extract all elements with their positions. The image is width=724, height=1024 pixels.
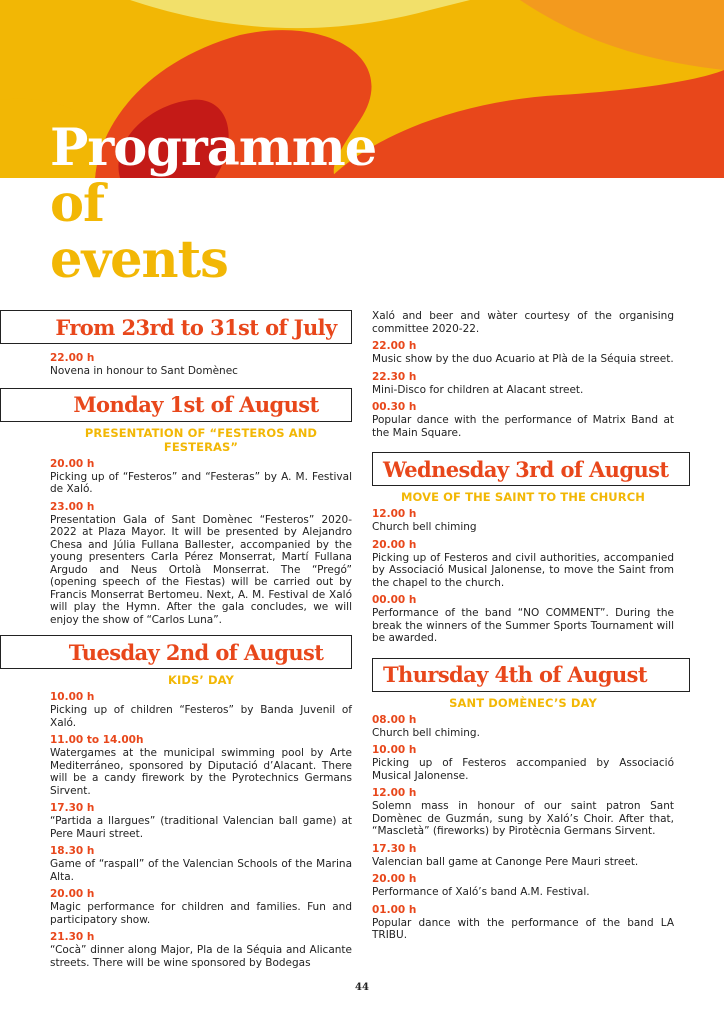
- event-description: Church bell chiming.: [372, 726, 480, 739]
- event-time: 22.00 h: [50, 352, 95, 364]
- event-item: [372, 340, 674, 366]
- page-number: 44: [355, 982, 369, 993]
- event-time: 00.30 h: [372, 401, 417, 413]
- event-time: 18.30 h: [50, 845, 95, 857]
- event-time: 10.00 h: [372, 744, 417, 756]
- event-description: Mini-Disco for children at Alacant street.: [372, 383, 584, 396]
- event-time: 20.00 h: [372, 873, 417, 885]
- event-time: 17.30 h: [372, 842, 417, 855]
- page-title: [50, 120, 376, 288]
- section-subtitle: KIDS’ DAY: [168, 673, 234, 687]
- section-subtitle: PRESENTATION OF “FESTEROS AND FESTERAS”: [84, 425, 318, 454]
- event-description: Novena in honour to Sant Domènec: [50, 365, 238, 377]
- event-time: 20.00 h: [50, 457, 95, 470]
- event-time: 20.00 h: [50, 888, 95, 900]
- event-time: 01.00 h: [372, 903, 417, 916]
- event-description: Popular dance with the performance of the band LA TRIBU.: [372, 916, 674, 941]
- section-heading-wednesday: Wednesday 3rd of August: [372, 452, 690, 486]
- event-description: Xaló and beer and wàter courtesy of the organising committee 2020-22.: [372, 310, 674, 335]
- event-item: [50, 931, 352, 969]
- event-time: 20.00 h: [372, 538, 417, 551]
- event-item: [372, 371, 674, 397]
- section-heading-monday: Monday 1st of August: [0, 388, 352, 422]
- event-item: [372, 594, 674, 645]
- event-item: [372, 539, 674, 590]
- event-description: Valencian ball game at Canonge Pere Mauri street.: [372, 855, 639, 868]
- event-description: Picking up of “Festeros” and “Festeras” by A. M. Festival de Xaló.: [50, 470, 352, 495]
- event-item: [372, 508, 674, 534]
- section-subtitle: MOVE OF THE SAINT TO THE CHURCH: [401, 490, 645, 504]
- section-subtitle: SANT DOMÈNEC’S DAY: [449, 695, 597, 710]
- event-time: 22.00 h: [372, 340, 417, 352]
- title-line-3: events: [50, 230, 228, 290]
- event-description: Game of “raspall” of the Valencian Schools of the Marina Alta.: [50, 858, 352, 883]
- event-description: Performance of Xaló’s band A.M. Festival.: [372, 886, 590, 898]
- event-time: 17.30 h: [50, 802, 95, 814]
- event-time: 08.00 h: [372, 713, 417, 726]
- event-item: [50, 888, 352, 926]
- event-description: Church bell chiming: [372, 521, 477, 533]
- event-item: [50, 845, 352, 883]
- event-time: 22.30 h: [372, 370, 417, 383]
- event-time: 10.00 h: [50, 691, 95, 703]
- event-description: Music show by the duo Acuario at Plà de la Séquia street.: [372, 353, 674, 365]
- event-item: [372, 401, 674, 439]
- event-time: 12.00 h: [372, 508, 417, 520]
- event-description: “Cocà” dinner along Major, Pla de la Séquia and Alicante streets. There will be wine sponsored by Bodegas: [50, 944, 352, 969]
- event-time: 00.00 h: [372, 594, 417, 606]
- event-description: Watergames at the municipal swimming pool by Arte Mediterráneo, sponsored by Diputació d’Alacant. There will be a candy firework by the Pyrotechnics Germans Sirvent.: [50, 747, 352, 797]
- event-continuation: [372, 310, 674, 335]
- event-item: [50, 501, 352, 627]
- event-item: [50, 352, 352, 378]
- event-description: Presentation Gala of Sant Domènec “Festeros” 2020-2022 at Plaza Mayor. It will be presented by Alejandro Chesa and Júlia Fullana Ballester, accompanied by the young presenters Carla Pérez Monserrat, Martí Fullana Argudo and Neus Ortolà Monserrat. The “Pregó” (opening speech of the Fiestas) will be carried out by Francis Monserrat Bertomeu. Next, A. M. Festival de Xaló will play the Hymn. After the gala concludes, we will enjoy the show of “Carlos Luna”.: [50, 513, 352, 626]
- event-description: Picking up of Festeros and civil authorities, accompanied by Associació Musical Jalonense, to move the Saint from the chapel to the church.: [372, 551, 674, 589]
- event-item: [50, 458, 352, 496]
- title-line-2: of: [50, 174, 104, 234]
- event-description: Solemn mass in honour of our saint patron Sant Domènec de Guzmán, sung by Xaló’s Choir. After that, “Mascletà” (fireworks) by Pirotècnia Germans Sirvent.: [372, 800, 674, 837]
- section-heading-thursday: Thursday 4th of August: [372, 658, 690, 692]
- event-item: [372, 904, 674, 942]
- event-description: Popular dance with the performance of Matrix Band at the Main Square.: [372, 414, 674, 439]
- event-time: 12.00 h: [372, 787, 417, 799]
- right-column: [372, 310, 674, 947]
- event-item: [50, 691, 352, 729]
- event-time: 11.00 to 14.00h: [50, 734, 144, 746]
- event-description: Magic performance for children and families. Fun and participatory show.: [50, 901, 352, 926]
- event-item: [50, 802, 352, 840]
- title-line-1: Programme: [50, 118, 377, 178]
- event-description: Picking up of children “Festeros” by Banda Juvenil of Xaló.: [50, 704, 352, 729]
- event-description: Performance of the band “NO COMMENT”. During the break the winners of the Summer Sports Tournament will be awarded.: [372, 607, 674, 644]
- event-item: [372, 873, 674, 899]
- event-item: [372, 787, 674, 838]
- event-item: [372, 843, 674, 869]
- section-heading-july: From 23rd to 31st of July: [0, 310, 352, 344]
- event-description: Picking up of Festeros accompanied by Associació Musical Jalonense.: [372, 757, 674, 782]
- section-heading-tuesday: Tuesday 2nd of August: [0, 635, 352, 669]
- event-item: [372, 744, 674, 782]
- event-item: [50, 734, 352, 797]
- event-time: 21.30 h: [50, 931, 95, 943]
- event-item: [372, 714, 674, 740]
- event-description: “Partida a llargues” (traditional Valencian ball game) at Pere Mauri street.: [50, 815, 352, 840]
- event-time: 23.00 h: [50, 500, 95, 513]
- left-column: [50, 310, 352, 974]
